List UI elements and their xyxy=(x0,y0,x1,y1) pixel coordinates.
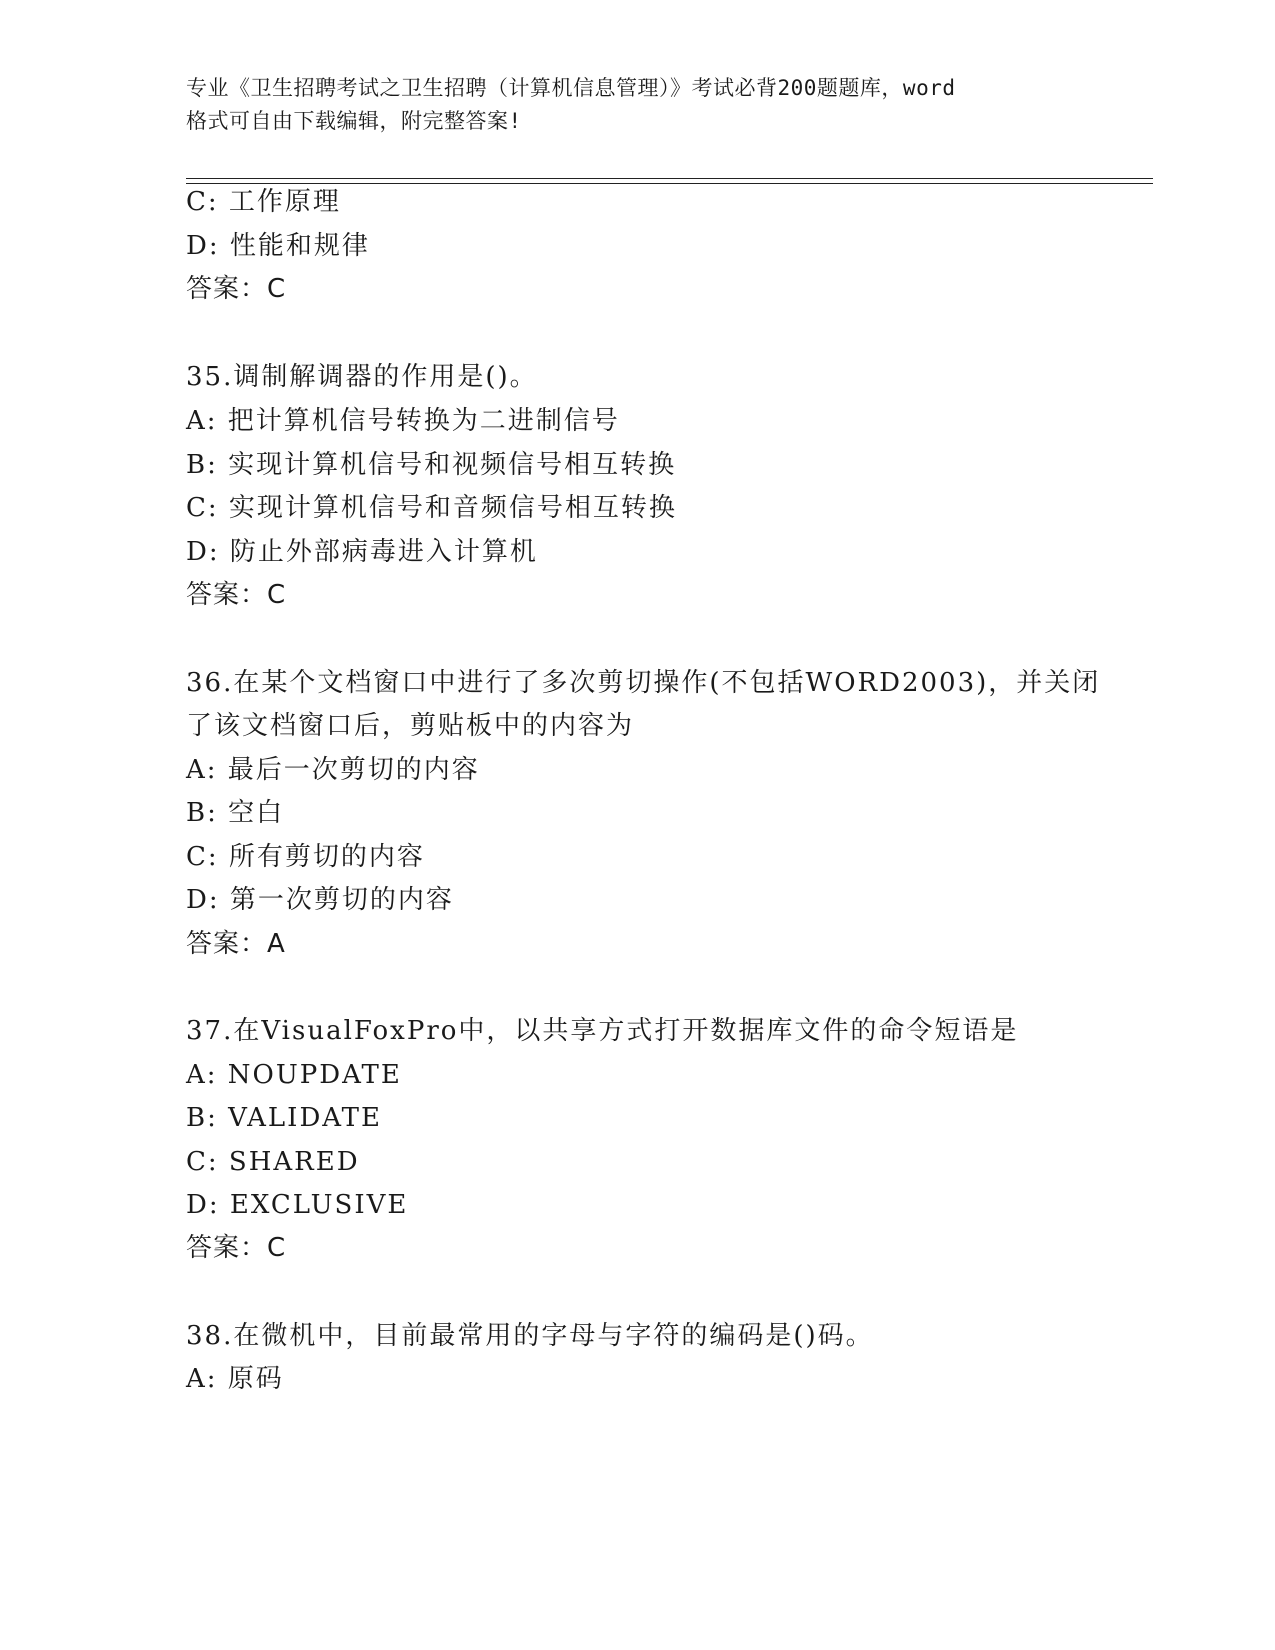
q36-option-c: C: 所有剪切的内容 xyxy=(186,842,425,872)
q37-option-b: B: VALIDATE xyxy=(186,1103,382,1133)
q37-option-a: A: NOUPDATE xyxy=(186,1060,402,1090)
document-header xyxy=(186,72,1106,138)
q34-answer: 答案：C xyxy=(186,274,287,304)
q37-option-d: D: EXCLUSIVE xyxy=(186,1190,409,1220)
header-line-1: 专业《卫生招聘考试之卫生招聘（计算机信息管理）》考试必背200题题库，word xyxy=(186,76,956,100)
header-divider-bottom xyxy=(186,183,1153,184)
q37-option-c: C: SHARED xyxy=(186,1147,360,1177)
q36-option-d: D: 第一次剪切的内容 xyxy=(186,885,454,915)
q35-option-b: B: 实现计算机信号和视频信号相互转换 xyxy=(186,450,677,480)
q35-option-a: A: 把计算机信号转换为二进制信号 xyxy=(186,406,620,436)
header-divider-top xyxy=(186,178,1153,179)
q36-answer: 答案：A xyxy=(186,929,286,959)
header-line-2: 格式可自由下载编辑，附完整答案! xyxy=(186,109,522,133)
q35-answer: 答案：C xyxy=(186,580,287,610)
q38-stem: 38.在微机中，目前最常用的字母与字符的编码是()码。 xyxy=(186,1321,874,1351)
q36-stem-line-1: 36.在某个文档窗口中进行了多次剪切操作(不包括WORD2003)，并关闭 xyxy=(186,668,1101,698)
q36-option-a: A: 最后一次剪切的内容 xyxy=(186,755,480,785)
q36-option-b: B: 空白 xyxy=(186,798,285,828)
q35-option-c: C: 实现计算机信号和音频信号相互转换 xyxy=(186,493,677,523)
q34-option-d: D: 性能和规律 xyxy=(186,231,370,261)
q37-answer: 答案：C xyxy=(186,1233,287,1263)
q35-option-d: D: 防止外部病毒进入计算机 xyxy=(186,537,538,567)
q36-stem-line-2: 了该文档窗口后，剪贴板中的内容为 xyxy=(186,711,635,741)
q34-option-c: C: 工作原理 xyxy=(186,187,341,217)
q35-stem: 35.调制解调器的作用是()。 xyxy=(186,362,538,392)
q38-option-a: A: 原码 xyxy=(186,1364,284,1394)
q37-stem: 37.在VisualFoxPro中，以共享方式打开数据库文件的命令短语是 xyxy=(186,1016,1019,1046)
